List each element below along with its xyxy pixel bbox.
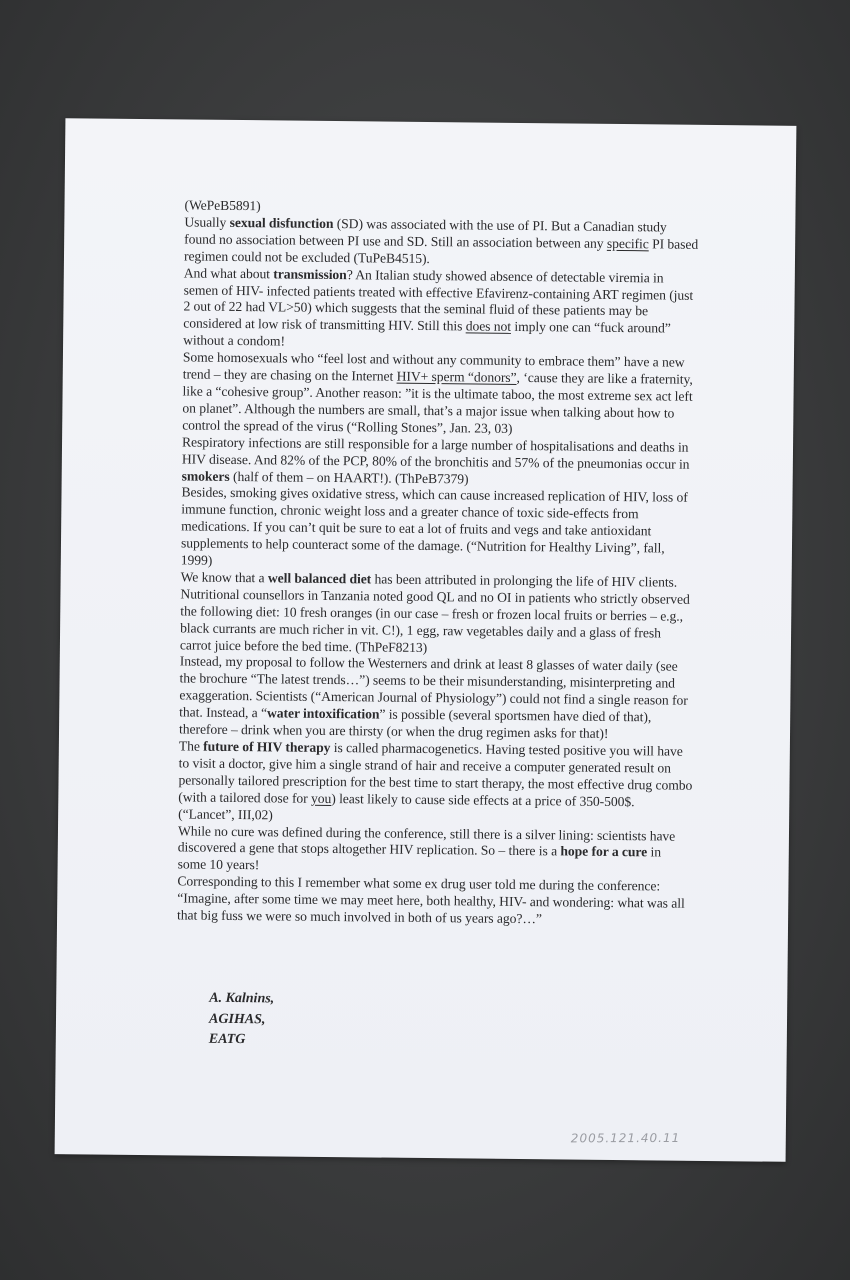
text-run: (half of them – on HAART!). (ThPeB7379)	[229, 468, 469, 486]
bold-phrase: sexual disfunction	[229, 214, 334, 231]
signature-block	[209, 989, 275, 1051]
bold-phrase: hope for a cure	[560, 843, 648, 860]
text-run: Respiratory infections are still responsible for a large number of hospitalisations and deaths in HIV disease. And 82% of the PCP, 80% of the bronchitis and 57% of the pneumonias occur in	[181, 434, 690, 472]
paragraph	[177, 874, 693, 930]
text-run: , ‘cause they are like a fraternity, like a “cohesive group”. Another reason: ”it is the ultimate taboo, the most extreme sex act left on planet”. Although the numbers are small, that’s a major issue when talking about how to control the spread of the virus (“Rolling Stones”, Jan. 23, 03)	[182, 370, 693, 436]
text-run: Besides, smoking gives oxidative stress, which can cause increased replication of HIV, loss of immune function, chronic weight loss and a greater chance of toxic side-effects from medications. If you can’t quit be sure to eat a lot of fruits and vegs and take antioxidant supplements to help counteract some of the damage. (“Nutrition for Healthy Living”, fall, 1999)	[180, 484, 688, 568]
document-body	[177, 197, 700, 929]
text-run: The	[178, 738, 204, 754]
accession-number: 2005.121.40.11	[570, 1130, 681, 1146]
underlined-phrase: specific	[606, 235, 649, 252]
paragraph	[184, 214, 700, 270]
bold-phrase: transmission	[273, 266, 347, 282]
paragraph	[183, 265, 699, 355]
signature-organization: AGIHAS,	[208, 1011, 266, 1027]
text-run: imply one can “fuck around” without a condom!	[183, 319, 671, 349]
text-run: ) least likely to cause side effects at a price of 350-500$. (“Lancet”, III,02)	[178, 790, 635, 823]
paragraph	[182, 434, 698, 490]
paragraph	[179, 654, 695, 744]
paragraph	[182, 350, 698, 440]
paragraph	[178, 823, 694, 879]
text-run: And what about	[183, 265, 274, 282]
text-run: (WePeB5891)	[184, 197, 261, 214]
paragraph	[180, 569, 696, 659]
underlined-phrase: HIV+ sperm “donors”	[396, 368, 517, 386]
text-run: has been attributed in prolonging the life of HIV clients. Nutritional counsellors in Tanzania noted good QL and no OI in patients who strictly observed the following diet: 10 fresh oranges (in our case – fresh or frozen local fruits or berries – e.g., black currants are much richer in vit. C!), 1 egg, raw vegetables daily and a glass of fresh carrot juice before the bed time. (ThPeF8213)	[179, 571, 690, 655]
text-run: We know that a	[180, 569, 268, 586]
bold-phrase: well balanced diet	[267, 570, 372, 587]
text-run: (SD) was associated with the use of PI. But a Canadian study found no association between PI use and SD. Still an association between any	[184, 215, 667, 251]
text-run: Instead, my proposal to follow the Westerners and drink at least 8 glasses of water daily (see the brochure “The latest trends…”) seems to be their misunderstanding, misinterpreting and exaggeration. Scientists (“American Journal of Physiology”) could not find a single reason for that. Instead, a “	[179, 653, 688, 721]
underlined-phrase: you	[310, 790, 332, 806]
text-run: is called pharmacogenetics. Having tested positive you will have to visit a doctor, give him a single strand of hair and receive a computer generated result on personally tailored prescription for the best time to start therapy, the most effective drug combo (with a tailored dose for	[178, 740, 693, 806]
bold-phrase: smokers	[181, 467, 230, 484]
text-run: Usually	[184, 214, 230, 230]
text-run: Corresponding to this I remember what some ex drug user told me during the conference: “Imagine, after some time we may meet here, both healthy, HIV- and wondering: what was all that big fuss we were so much involved in both of us years ago?…”	[177, 873, 685, 927]
text-run: ? An Italian study showed absence of detectable viremia in semen of HIV- infected patients treated with effective Efavirenz-containing ART regimen (just 2 out of 22 had VL>50) which suggests that the seminal fluid of these patients may be considered at low risk of transmitting HIV. Still this	[183, 266, 694, 334]
signature-name: A. Kalnins,	[209, 990, 275, 1007]
text-run: While no cure was defined during the conference, still there is a silver lining: scientists have discovered a gene that stops altogether HIV replication. So – there is a	[177, 822, 676, 859]
paragraph	[181, 485, 697, 575]
text-run: Some homosexuals who “feel lost and without any community to embrace them” have a new trend – they are chasing on the Internet	[182, 349, 685, 384]
text-run: PI based regimen could not be excluded (TuPeB4515).	[183, 236, 699, 266]
paragraph	[178, 738, 694, 828]
underlined-phrase: does not	[465, 318, 512, 335]
signature-group: EATG	[208, 1031, 246, 1048]
text-run: in some 10 years!	[177, 844, 662, 873]
bold-phrase: water intoxification	[266, 705, 380, 722]
text-run: ” is possible (several sportsmen have died of that), therefore – drink when you are thirsty (or when the drug regimen asks for that)!	[178, 706, 652, 742]
bold-phrase: future of HIV therapy	[203, 738, 331, 756]
document-page	[55, 118, 797, 1162]
